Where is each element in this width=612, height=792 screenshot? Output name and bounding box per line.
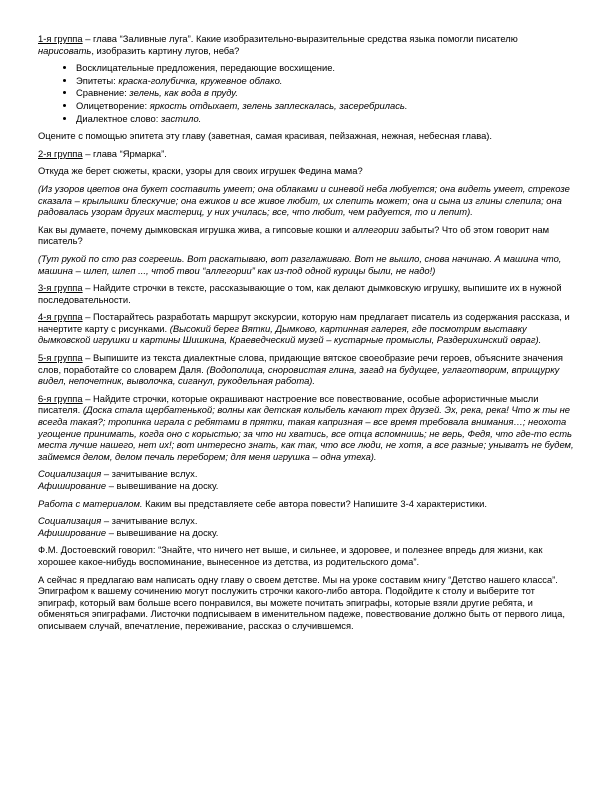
group3-task: 3-я группа – Найдите строчки в тексте, рассказывающие о том, как делают дымковскую игрушку, выпишите их в нужной последовательности.: [38, 282, 562, 305]
group3-heading: 3-я группа: [38, 282, 83, 294]
group1-list: [38, 62, 575, 124]
group2-heading: 2-я группа: [38, 147, 83, 159]
dostoevsky-quote: Ф.М. Достоевский говорил: “Знайте, что ничего нет выше, и сильнее, и здоровее, и полезнее впредь для жизни, как хорошее какое-нибудь воспоминание, вынесенное из детства, из родительского дома”.: [38, 544, 543, 567]
group5-task: 5-я группа – Выпишите из текста диалектные слова, придающие вятское своеобразие речи героев, объясните значения слов, поработайте со словарем Даля. (Водополица, сноровистая глина, загад на будущее, углаготворим, вприщурку видел, непочетник, выволочка, сиганул, рукодельная работа).: [38, 352, 563, 387]
group1-task: 1-я группа – глава “Заливные луга”. Какие изобразительно-выразительные средства языка помогли писателю нарисовать, изобразить картину лугов, неба?: [38, 33, 518, 56]
group1-heading: 1-я группа: [38, 33, 83, 44]
list-item: • Сравнение: зелень, как вода в пруду.: [76, 87, 575, 99]
group2-answer2: (Тут рукой по сто раз согреешь. Вот раскатываю, вот разглаживаю. Вот не вышло, снова начинаю. А машина что, машина – шлеп, шлеп ..., чтоб твои “аллегории” как из-под одной курицы были, не надо!): [38, 252, 562, 276]
socialization-block-1: Социализация – зачитывание вслух. Афиширование – вывешивание на доску.: [38, 468, 219, 491]
list-item: • Диалектное слово: застило.: [76, 113, 575, 125]
list-item: • Олицетворение: яркость отдыхает, зелень заплескалась, засеребрилась.: [76, 100, 575, 112]
material-work: Работа с материалом. Каким вы представляете себе автора повести? Напишите 3-4 характеристики.: [38, 497, 487, 509]
group1-rate: Оцените с помощью эпитета эту главу (заветная, самая красивая, пейзажная, нежная, небесная глава).: [38, 130, 493, 142]
final-assignment: А сейчас я предлагаю вам написать одну главу о своем детстве. Мы на уроке составим книгу “Детство нашего класса”. Эпиграфом к вашему сочинению могут послужить строчки какого-либо автора. Подойдите к столу и выберите тот эпиграф, который вам больше всего понравился, вы можете почитать эпиграфы, которые взяли другие ребята, и обменяться эпиграфами. Листочки подписываем в именительном падеже, повествование должно быть от первого лица, описываем случай, впечатление, переживание, рассказ о случившемся.: [38, 573, 565, 631]
document-page: [38, 33, 575, 638]
list-item: • Восклицательные предложения, передающие восхищение.: [76, 62, 575, 74]
group4-task: 4-я группа – Постарайтесь разработать маршрут экскурсии, которую нам предлагает писатель из содержания рассказа, и начертите карту с рисунками. (Высокий берег Вятки, Дымково, картинная галерея, где посмотрим выставку дымковской игрушки и картины Шишкина, Краеведческий музей – кустарные промыслы, Раздерихинский овраг).: [38, 311, 570, 346]
socialization-block-2: Социализация – зачитывание вслух. Афиширование – вывешивание на доску.: [38, 515, 219, 538]
group5-heading: 5-я группа: [38, 352, 83, 364]
group2-answer1: (Из узоров цветов она букет составить умеет; она облаками и синевой неба любуется; она видеть умеет, стрекозе сказала – крылышки блескучие; она ежиков и все живое любит, их слепить может; она и сына из глины слепила; она радовалась узорам других мастериц, у них училась; все, что любит, чем радуется, то и лепит).: [38, 182, 570, 218]
group2-question2: Как вы думаете, почему дымковская игрушка жива, а гипсовые кошки и аллегории забыты? Что об этом говорит нам писатель?: [38, 223, 550, 247]
group2-task: 2-я группа – глава “Ярмарка”.: [38, 147, 167, 159]
list-item: • Эпитеты: краска-голубичка, кружевное облако.: [76, 75, 575, 87]
group4-heading: 4-я группа: [38, 311, 83, 323]
group2-question1: Откуда же берет сюжеты, краски, узоры для своих игрушек Федина мама?: [38, 165, 363, 177]
group6-heading: 6-я группа: [38, 392, 83, 404]
group6-task: 6-я группа – Найдите строчки, которые окрашивают настроение все повествование, особые афористичные мысли писателя. (Доска стала щербатенькой; волны как детская колыбель качают трех друзей. Эх, река, река! Что ж ты не всегда такая?; тропинка играла с ребятами в прятки, такая капризная – все время требовала внимания…; неохота угощение принимать, когда оно с корыстью; за что ни хватись, все отца вспомнишь; не верь, Федя, что где-то есть места лучше нашего, нет их!; вот интересно знать, как так, что все люди, не хотя, а все разные; уныватъ не будем, займемся делом, делом печаль переборем; для меня игрушка – одна утеха).: [38, 392, 574, 462]
